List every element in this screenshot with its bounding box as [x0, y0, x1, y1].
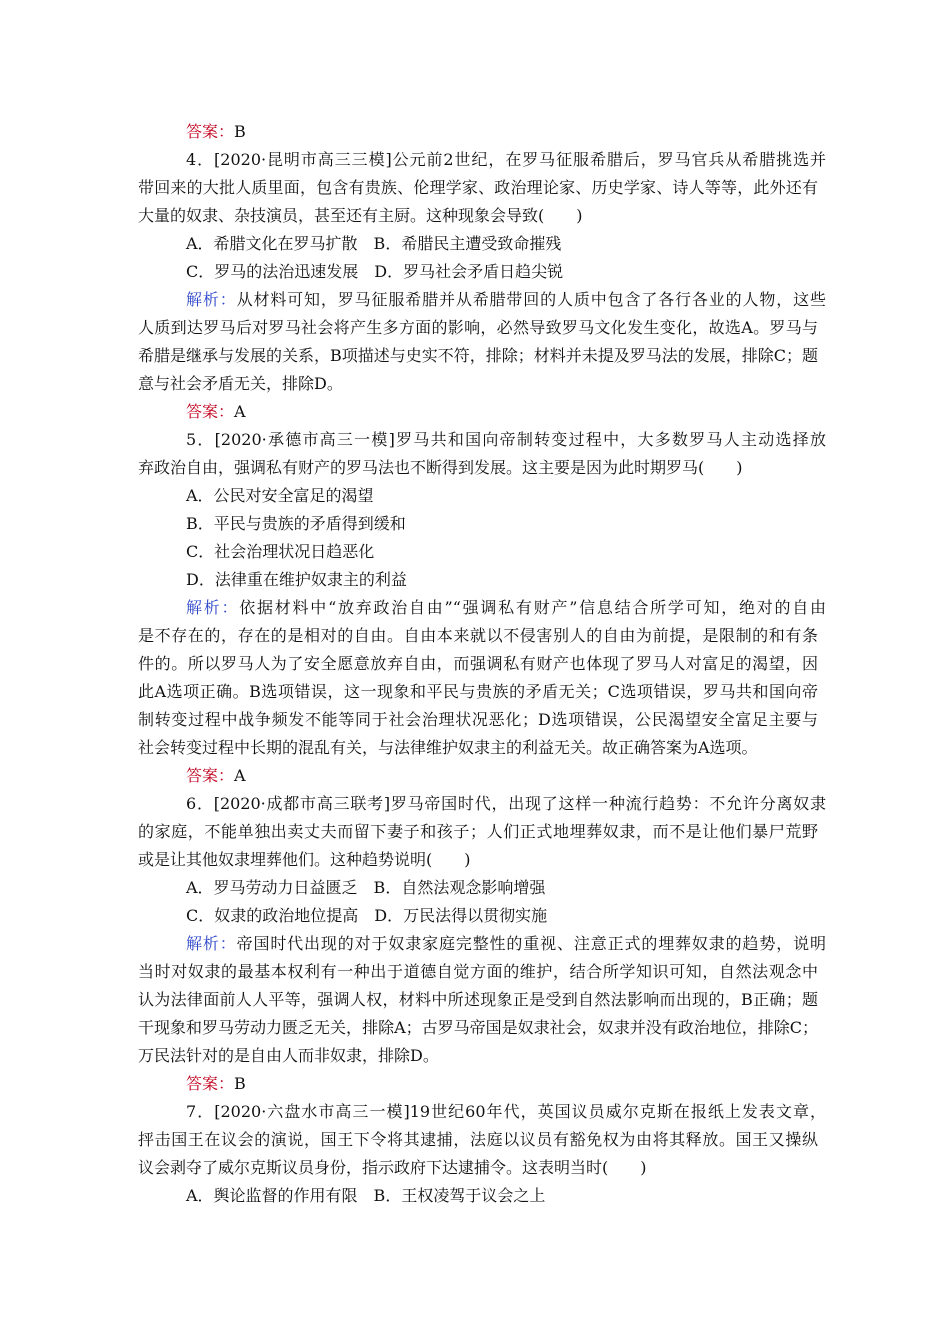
question-4-stem-line-3: 大量的奴隶、杂技演员，甚至还有主厨。这种现象会导致( ) — [138, 206, 583, 225]
question-6-explanation-line-4: 干现象和罗马劳动力匮乏无关，排除A；古罗马帝国是奴隶社会，奴隶并没有政治地位，排除C； — [138, 1018, 818, 1037]
question-7-stem-line-2: 抨击国王在议会的演说，国王下令将其逮捕，法庭以议员有豁免权为由将其释放。国王又操纵 — [138, 1130, 818, 1149]
question-4-explanation-line-4: 意与社会矛盾无关，排除D。 — [138, 374, 343, 393]
question-6-stem-line-1: 6．[2020·成都市高三联考]罗马帝国时代，出现了这样一种流行趋势：不允许分离奴隶 — [186, 794, 826, 813]
explanation-text: 帝国时代出现的对于奴隶家庭完整性的重视、注意正式的埋葬奴隶的趋势，说明 — [236, 934, 826, 953]
explanation-label: 解析： — [186, 290, 237, 309]
answer-value: A — [234, 402, 246, 421]
question-6-explanation-line-5: 万民法针对的是自由人而非奴隶，排除D。 — [138, 1046, 439, 1065]
answer-value: B — [234, 1074, 246, 1093]
explanation-label: 解析： — [186, 598, 240, 617]
question-5-option-b: B．平民与贵族的矛盾得到缓和 — [186, 514, 406, 533]
question-5-option-d: D．法律重在维护奴隶主的利益 — [186, 570, 407, 589]
question-4-explanation-line-2: 人质到达罗马后对罗马社会将产生多方面的影响，必然导致罗马文化发生变化，故选A。罗马与 — [138, 318, 818, 337]
explanation-label: 解析： — [186, 934, 237, 953]
question-6-explanation-line-2: 当时对奴隶的最基本权利有一种出于道德自觉方面的维护，结合所学知识可知，自然法观念中 — [138, 962, 818, 981]
explanation-text: 从材料可知，罗马征服希腊并从希腊带回的人质中包含了各行各业的人物，这些 — [236, 290, 826, 309]
question-4-explanation-line-1 — [186, 288, 826, 312]
question-7-stem-line-3: 议会剥夺了威尔克斯议员身份，指示政府下达逮捕令。这表明当时( ) — [138, 1158, 647, 1177]
question-6-explanation-line-3: 认为法律面前人人平等，强调人权，材料中所述现象正是受到自然法影响而出现的，B正确；题 — [138, 990, 818, 1009]
question-4-stem-line-2: 带回来的大批人质里面，包含有贵族、伦理学家、政治理论家、历史学家、诗人等等，此外还有 — [138, 178, 818, 197]
question-7-options-1: A．舆论监督的作用有限 B．王权凌驾于议会之上 — [186, 1186, 546, 1205]
question-4-answer-line — [186, 400, 826, 424]
question-5-explanation-line-6: 社会转变过程中长期的混乱有关，与法律维护奴隶主的利益无关。故正确答案为A选项。 — [138, 738, 758, 757]
answer-label: 答案： — [186, 1074, 235, 1093]
question-5-option-c: C．社会治理状况日趋恶化 — [186, 542, 375, 561]
question-4-options-2: C．罗马的法治迅速发展 D．罗马社会矛盾日趋尖锐 — [186, 262, 564, 281]
question-4-stem-line-1: 4．[2020·昆明市高三三模]公元前2世纪，在罗马征服希腊后，罗马官兵从希腊挑选并 — [186, 150, 826, 169]
question-5-explanation-line-3: 件的。所以罗马人为了安全愿意放弃自由，而强调私有财产也体现了罗马人对富足的渴望，因 — [138, 654, 818, 673]
answer-label: 答案： — [186, 402, 235, 421]
answer-line — [186, 120, 826, 144]
answer-label: 答案： — [186, 766, 235, 785]
question-6-options-2: C．奴隶的政治地位提高 D．万民法得以贯彻实施 — [186, 906, 548, 925]
question-5-explanation-line-5: 制转变过程中战争频发不能等同于社会治理状况恶化；D选项错误，公民渴望安全富足主要与 — [138, 710, 818, 729]
question-5-explanation-line-4: 此A选项正确。B选项错误，这一现象和平民与贵族的矛盾无关；C选项错误，罗马共和国向帝 — [138, 682, 818, 701]
explanation-text: 依据材料中“放弃政治自由”“强调私有财产”信息结合所学可知，绝对的自由 — [239, 598, 826, 617]
question-5-stem-line-1: 5．[2020·承德市高三一模]罗马共和国向帝制转变过程中，大多数罗马人主动选择放 — [186, 430, 826, 449]
question-4-explanation-line-3: 希腊是继承与发展的关系，B项描述与史实不符，排除；材料并未提及罗马法的发展，排除C；题 — [138, 346, 819, 365]
question-6-answer-line — [186, 1072, 826, 1096]
question-5-explanation-line-1 — [186, 596, 826, 620]
question-4-options-1: A．希腊文化在罗马扩散 B．希腊民主遭受致命摧残 — [186, 234, 562, 253]
question-5-option-a: A．公民对安全富足的渴望 — [186, 486, 374, 505]
question-5-stem-line-2: 弃政治自由，强调私有财产的罗马法也不断得到发展。这主要是因为此时期罗马( ) — [138, 458, 743, 477]
question-7-stem-line-1: 7．[2020·六盘水市高三一模]19世纪60年代，英国议员威尔克斯在报纸上发表文章， — [186, 1102, 826, 1121]
question-5-answer-line — [186, 764, 826, 788]
question-6-stem-line-2: 的家庭，不能单独出卖丈夫而留下妻子和孩子；人们正式地埋葬奴隶，而不是让他们暴尸荒野 — [138, 822, 818, 841]
question-6-stem-line-3: 或是让其他奴隶埋葬他们。这种趋势说明( ) — [138, 850, 471, 869]
question-6-explanation-line-1 — [186, 932, 826, 956]
answer-value: B — [234, 122, 246, 141]
answer-value: A — [234, 766, 246, 785]
question-5-explanation-line-2: 是不存在的，存在的是相对的自由。自由本来就以不侵害别人的自由为前提，是限制的和有条 — [138, 626, 818, 645]
question-6-options-1: A．罗马劳动力日益匮乏 B．自然法观念影响增强 — [186, 878, 546, 897]
answer-label: 答案： — [186, 122, 235, 141]
